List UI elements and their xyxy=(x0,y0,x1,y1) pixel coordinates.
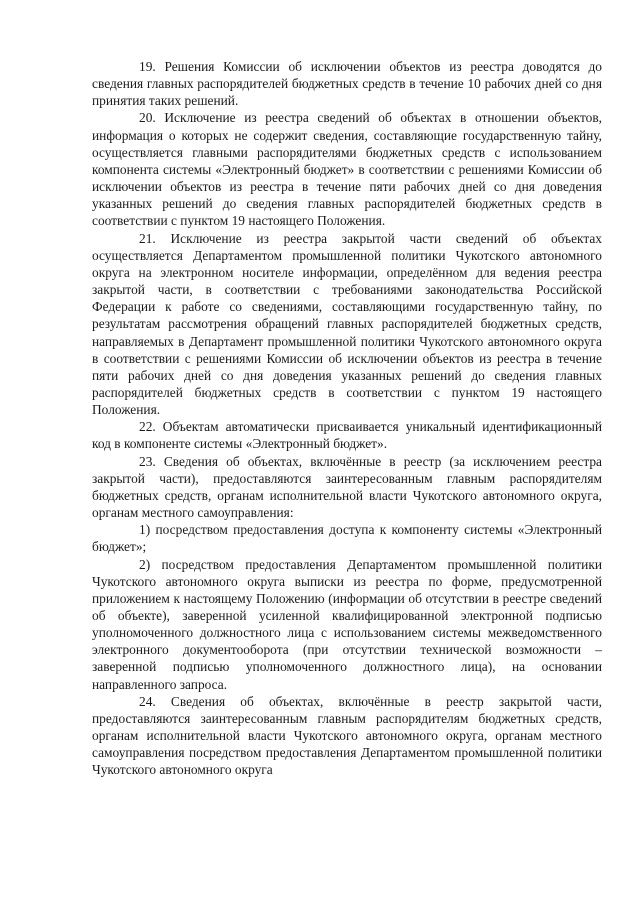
paragraph-21: 21. Исключение из реестра закрытой части сведений об объектах осуществляется Департаментом промышленной политики Чукотского автономного округа на электронном носителе информации, определённом для ведения реестра закрытой части, в соответствии с требованиями законодательства Российской Федерации к работе со сведениями, составляющими государственную тайну, по результатам рассмотрения обращений главных распорядителей бюджетных средств, направляемых в Департамент промышленной политики Чукотского автономного округа в соответствии с решениями Комиссии об исключении объектов из реестра в течение пяти рабочих дней со дня доведения указанных решений до сведения главных распорядителей бюджетных средств в соответствии с пунктом 19 настоящего Положения. xyxy=(92,230,602,418)
paragraph-20: 20. Исключение из реестра сведений об объектах в отношении объектов, информация о которых не содержит сведения, составляющие государственную тайну, осуществляется главными распорядителями бюджетных средств с использованием компонента системы «Электронный бюджет» в соответствии с решениями Комиссии об исключении объектов из реестра в течение пяти рабочих дней со дня доведения указанных решений до сведения главных распорядителей бюджетных средств в соответствии с пунктом 19 настоящего Положения. xyxy=(92,110,602,229)
paragraph-19: 19. Решения Комиссии об исключении объектов из реестра доводятся до сведения главных распорядителей бюджетных средств в течение 10 рабочих дней со дня принятия таких решений. xyxy=(92,59,602,109)
paragraph-22: 22. Объектам автоматически присваивается уникальный идентификационный код в компоненте системы «Электронный бюджет». xyxy=(92,419,602,452)
paragraph-23-item-2: 2) посредством предоставления Департаментом промышленной политики Чукотского автономного округа выписки из реестра по форме, предусмотренной приложением к настоящему Положению (информации об отсутствии в реестре сведений об объекте), заверенной усиленной квалифицированной электронной подписью уполномоченного должностного лица с использованием системы межведомственного электронного документооборота (при отсутствии технической возможности – заверенной подписью уполномоченного должностного лица), на основании направленного запроса. xyxy=(92,556,602,692)
paragraph-23-item-1: 1) посредством предоставления доступа к компоненту системы «Электронный бюджет»; xyxy=(92,522,602,555)
paragraph-23: 23. Сведения об объектах, включённые в реестр (за исключением реестра закрытой части), предоставляются заинтересованным главным распорядителям бюджетных средств, органам исполнительной власти Чукотского автономного округа, органам местного самоуправления: xyxy=(92,453,602,521)
paragraph-24: 24. Сведения об объектах, включённые в реестр закрытой части, предоставляются заинтересованным главным распорядителям бюджетных средств, органам исполнительной власти Чукотского автономного округа, органам местного самоуправления посредством предоставления Департаментом промышленной политики Чукотского автономного округа xyxy=(92,693,602,778)
